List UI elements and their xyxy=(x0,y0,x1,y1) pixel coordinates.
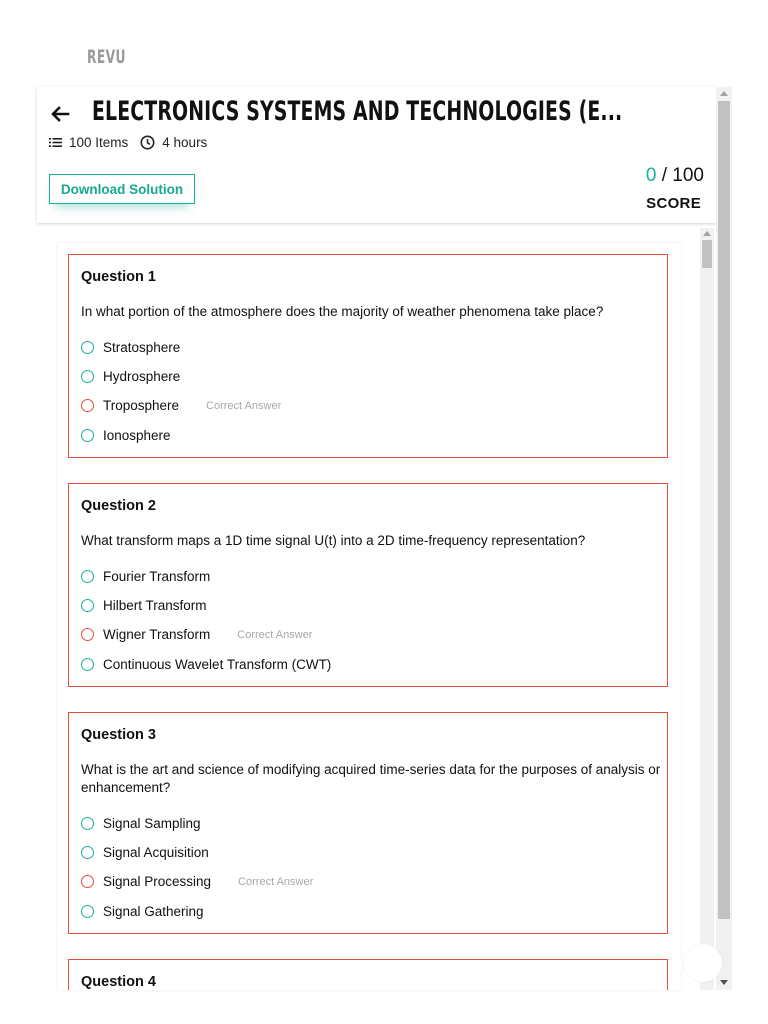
radio-button[interactable] xyxy=(81,399,94,412)
answer-option[interactable] xyxy=(81,627,312,642)
answer-option[interactable] xyxy=(81,428,171,443)
option-label: Signal Acquisition xyxy=(103,845,209,860)
answer-option[interactable] xyxy=(81,874,313,889)
option-label: Signal Gathering xyxy=(103,904,204,919)
questions-panel xyxy=(57,243,681,990)
questions-scrollbar[interactable] xyxy=(700,228,714,990)
radio-button[interactable] xyxy=(81,875,94,888)
duration: 4 hours xyxy=(162,135,208,150)
option-label: Fourier Transform xyxy=(103,569,211,584)
radio-button[interactable] xyxy=(81,658,94,671)
question-card xyxy=(68,483,668,687)
radio-button[interactable] xyxy=(81,817,94,830)
option-label: Continuous Wavelet Transform (CWT) xyxy=(103,657,332,672)
answer-option[interactable] xyxy=(81,340,180,355)
radio-button[interactable] xyxy=(81,570,94,583)
correct-answer-label: Correct Answer xyxy=(206,399,282,412)
floating-action-button[interactable] xyxy=(684,944,722,982)
scroll-up-icon[interactable] xyxy=(720,91,728,96)
download-solution-button[interactable]: Download Solution xyxy=(49,174,195,204)
radio-button[interactable] xyxy=(81,599,94,612)
scrollbar-thumb[interactable] xyxy=(718,101,730,919)
question-title: Question 1 xyxy=(81,269,156,285)
correct-answer-label: Correct Answer xyxy=(237,628,313,641)
score-label: SCORE xyxy=(646,195,701,212)
exam-meta xyxy=(49,135,207,150)
clock-icon xyxy=(140,135,155,150)
page-title: ELECTRONICS SYSTEMS AND TECHNOLOGIES (E... xyxy=(92,96,623,127)
question-card xyxy=(68,254,668,458)
answer-option[interactable] xyxy=(81,904,204,919)
items-count: 100 Items xyxy=(69,135,129,150)
correct-answer-label: Correct Answer xyxy=(238,875,314,888)
brand-logo[interactable]: REVU xyxy=(87,46,126,68)
question-text: In what portion of the atmosphere does the majority of weather phenomena take place? xyxy=(81,304,604,319)
scrollbar-thumb[interactable] xyxy=(702,240,712,268)
list-icon xyxy=(49,137,62,148)
score-total: / 100 xyxy=(661,165,704,186)
answer-option[interactable] xyxy=(81,598,207,613)
answer-option[interactable] xyxy=(81,816,201,831)
option-label: Signal Processing xyxy=(103,874,212,889)
question-card xyxy=(68,959,668,990)
option-label: Wigner Transform xyxy=(103,627,211,642)
score-display xyxy=(646,165,704,187)
scroll-up-icon[interactable] xyxy=(703,231,711,236)
exam-header xyxy=(37,87,716,223)
question-card xyxy=(68,712,668,934)
option-label: Signal Sampling xyxy=(103,816,201,831)
question-text: What transform maps a 1D time signal U(t) into a 2D time-frequency representation? xyxy=(81,533,586,548)
option-label: Ionosphere xyxy=(103,428,171,443)
radio-button[interactable] xyxy=(81,341,94,354)
question-title: Question 3 xyxy=(81,727,156,743)
answer-option[interactable] xyxy=(81,398,281,413)
question-text: What is the art and science of modifying acquired time-series data for the purposes of analysis or enhancement? xyxy=(81,762,661,795)
option-label: Troposphere xyxy=(103,398,180,413)
score-value: 0 xyxy=(645,165,657,186)
radio-button[interactable] xyxy=(81,370,94,383)
radio-button[interactable] xyxy=(81,429,94,442)
question-title: Question 4 xyxy=(81,974,156,990)
scroll-down-icon[interactable] xyxy=(720,980,728,985)
answer-option[interactable] xyxy=(81,845,209,860)
answer-option[interactable] xyxy=(81,369,180,384)
option-label: Hydrosphere xyxy=(103,369,181,384)
radio-button[interactable] xyxy=(81,628,94,641)
question-title: Question 2 xyxy=(81,498,156,514)
page-scrollbar[interactable] xyxy=(716,87,732,990)
radio-button[interactable] xyxy=(81,846,94,859)
answer-option[interactable] xyxy=(81,657,331,672)
back-arrow-icon[interactable] xyxy=(49,103,71,125)
answer-option[interactable] xyxy=(81,569,210,584)
option-label: Stratosphere xyxy=(103,340,181,355)
option-label: Hilbert Transform xyxy=(103,598,207,613)
radio-button[interactable] xyxy=(81,905,94,918)
